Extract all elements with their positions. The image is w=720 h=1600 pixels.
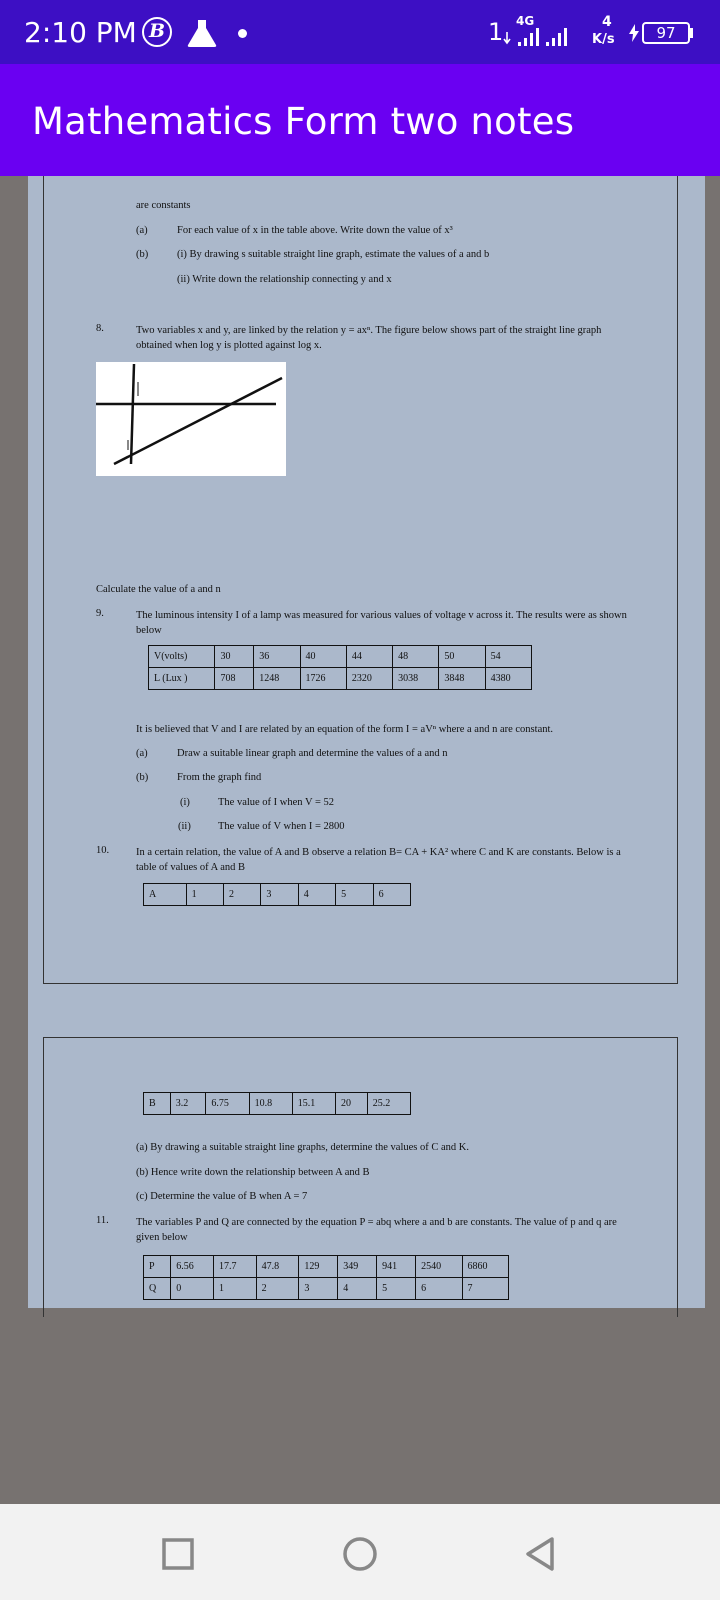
table-cell: 15.1 — [292, 1093, 335, 1115]
table-cell: 6 — [416, 1278, 462, 1300]
table-cell: 3038 — [393, 668, 439, 690]
table-cell: 2 — [256, 1278, 299, 1300]
table-row — [144, 884, 411, 906]
item-label: (a) — [136, 225, 148, 236]
question-text: In a certain relation, the value of A and B observe a relation B= CA + KA² where C and K are constants. Below is a table of values of A and B — [136, 847, 621, 873]
table-cell: P — [144, 1256, 171, 1278]
hd-call-icon: 1 — [488, 18, 504, 46]
table-cell: Q — [144, 1278, 171, 1300]
status-time: 2:10 PM — [24, 16, 137, 49]
speed-unit: K/s — [592, 32, 615, 47]
table-cell: 708 — [215, 668, 254, 690]
table-cell: B — [144, 1093, 171, 1115]
item-text: (i) By drawing s suitable straight line graph, estimate the values of a and b — [177, 249, 490, 260]
table-cell: 2 — [224, 884, 261, 906]
table-cell: 17.7 — [213, 1256, 256, 1278]
data-table-q11 — [143, 1255, 509, 1300]
data-table-q9 — [148, 645, 532, 690]
table-cell: 2320 — [346, 668, 392, 690]
table-cell: 10.8 — [249, 1093, 292, 1115]
item-text: (a) By drawing a suitable straight line graphs, determine the values of C and K. — [136, 1142, 469, 1153]
table-cell: 4380 — [485, 668, 531, 690]
table-cell: 7 — [462, 1278, 509, 1300]
table-cell: 129 — [299, 1256, 338, 1278]
app-bar — [0, 64, 720, 176]
table-cell: 6.56 — [171, 1256, 214, 1278]
item-text: (c) Determine the value of B when A = 7 — [136, 1191, 308, 1202]
status-bar — [0, 0, 720, 64]
item-text: The value of I when V = 52 — [218, 797, 335, 808]
battery-tip — [690, 28, 693, 38]
flask-icon — [186, 18, 218, 48]
table-cell: 6 — [373, 884, 410, 906]
table-row — [149, 646, 532, 668]
table-cell: 3.2 — [170, 1093, 206, 1115]
charging-icon — [628, 24, 640, 42]
network-type: 4G — [516, 14, 535, 28]
signal-icon — [518, 26, 576, 48]
recent-apps-icon[interactable] — [158, 1534, 198, 1574]
table-cell: 50 — [439, 646, 485, 668]
table-cell: L (Lux ) — [149, 668, 215, 690]
table-row — [149, 668, 532, 690]
table-cell: 1 — [213, 1278, 256, 1300]
table-cell: 5 — [377, 1278, 416, 1300]
table-cell: 3848 — [439, 668, 485, 690]
table-cell: 5 — [336, 884, 373, 906]
table-cell: 3 — [299, 1278, 338, 1300]
table-cell: 48 — [393, 646, 439, 668]
log-graph-figure — [96, 362, 286, 476]
table-cell: 40 — [300, 646, 346, 668]
table-cell: 20 — [335, 1093, 367, 1115]
table-cell: 4 — [298, 884, 335, 906]
believed-text: It is believed that V and I are related by an equation of the form I = aVⁿ where a and n are constant. — [136, 724, 554, 735]
item-label: (ii) — [178, 821, 191, 832]
table-cell: 44 — [346, 646, 392, 668]
table-cell: 25.2 — [367, 1093, 410, 1115]
table-cell: 349 — [338, 1256, 377, 1278]
table-row — [144, 1093, 411, 1115]
back-icon[interactable] — [520, 1534, 560, 1574]
item-label: (b) — [136, 772, 149, 783]
table-row — [144, 1256, 509, 1278]
item-label: (b) — [136, 249, 149, 260]
speed-value: 4 — [602, 14, 612, 30]
item-label: (i) — [180, 797, 190, 808]
question-number: 9. — [96, 608, 104, 619]
table-cell: 36 — [254, 646, 300, 668]
table-row — [144, 1278, 509, 1300]
table-cell: 0 — [171, 1278, 214, 1300]
question-number: 8. — [96, 323, 104, 334]
table-cell: 3 — [261, 884, 298, 906]
item-label: (a) — [136, 748, 148, 759]
question-text: The luminous intensity I of a lamp was measured for various values of voltage v across it. The results were as shown below — [136, 610, 627, 636]
item-text: The value of V when I = 2800 — [218, 821, 345, 832]
battery-level: 97 — [656, 24, 676, 42]
hd-arrow-icon — [503, 32, 511, 46]
data-table-q10-b — [143, 1092, 411, 1115]
app-title: Mathematics Form two notes — [32, 100, 575, 143]
table-cell: 1248 — [254, 668, 300, 690]
calc-text: Calculate the value of a and n — [96, 584, 221, 595]
question-text: Two variables x and y, are linked by the relation y = axⁿ. The figure below shows part of the straight line graph obtained when log y is plotted against log x. — [136, 325, 602, 351]
item-text: Draw a suitable linear graph and determine the values of a and n — [177, 748, 448, 759]
table-cell: 54 — [485, 646, 531, 668]
b-circle-icon: B — [142, 17, 172, 47]
data-table-q10-a — [143, 883, 411, 906]
status-right-group — [484, 12, 704, 52]
item-text: (b) Hence write down the relationship between A and B — [136, 1167, 370, 1178]
question-number: 10. — [96, 845, 110, 856]
table-cell: 47.8 — [256, 1256, 299, 1278]
item-text: From the graph find — [177, 772, 262, 783]
table-cell: 2540 — [416, 1256, 462, 1278]
battery-icon — [642, 22, 690, 44]
item-text: (ii) Write down the relationship connecting y and x — [177, 274, 392, 285]
table-cell: 6860 — [462, 1256, 509, 1278]
notification-dot-icon — [238, 29, 247, 38]
table-cell: 941 — [377, 1256, 416, 1278]
table-cell: 1726 — [300, 668, 346, 690]
table-cell: 6.75 — [206, 1093, 249, 1115]
table-cell: 4 — [338, 1278, 377, 1300]
table-cell: V(volts) — [149, 646, 215, 668]
table-cell: 30 — [215, 646, 254, 668]
table-cell: A — [144, 884, 187, 906]
question-text: The variables P and Q are connected by the equation P = abq where a and b are constants. The value of p and q are given below — [136, 1217, 617, 1243]
constants-text: are constants — [136, 200, 191, 211]
item-text: For each value of x in the table above. Write down the value of x³ — [177, 225, 453, 236]
table-cell: 1 — [186, 884, 223, 906]
home-icon[interactable] — [340, 1534, 380, 1574]
question-number: 11. — [96, 1215, 109, 1226]
navigation-bar — [0, 1504, 720, 1600]
